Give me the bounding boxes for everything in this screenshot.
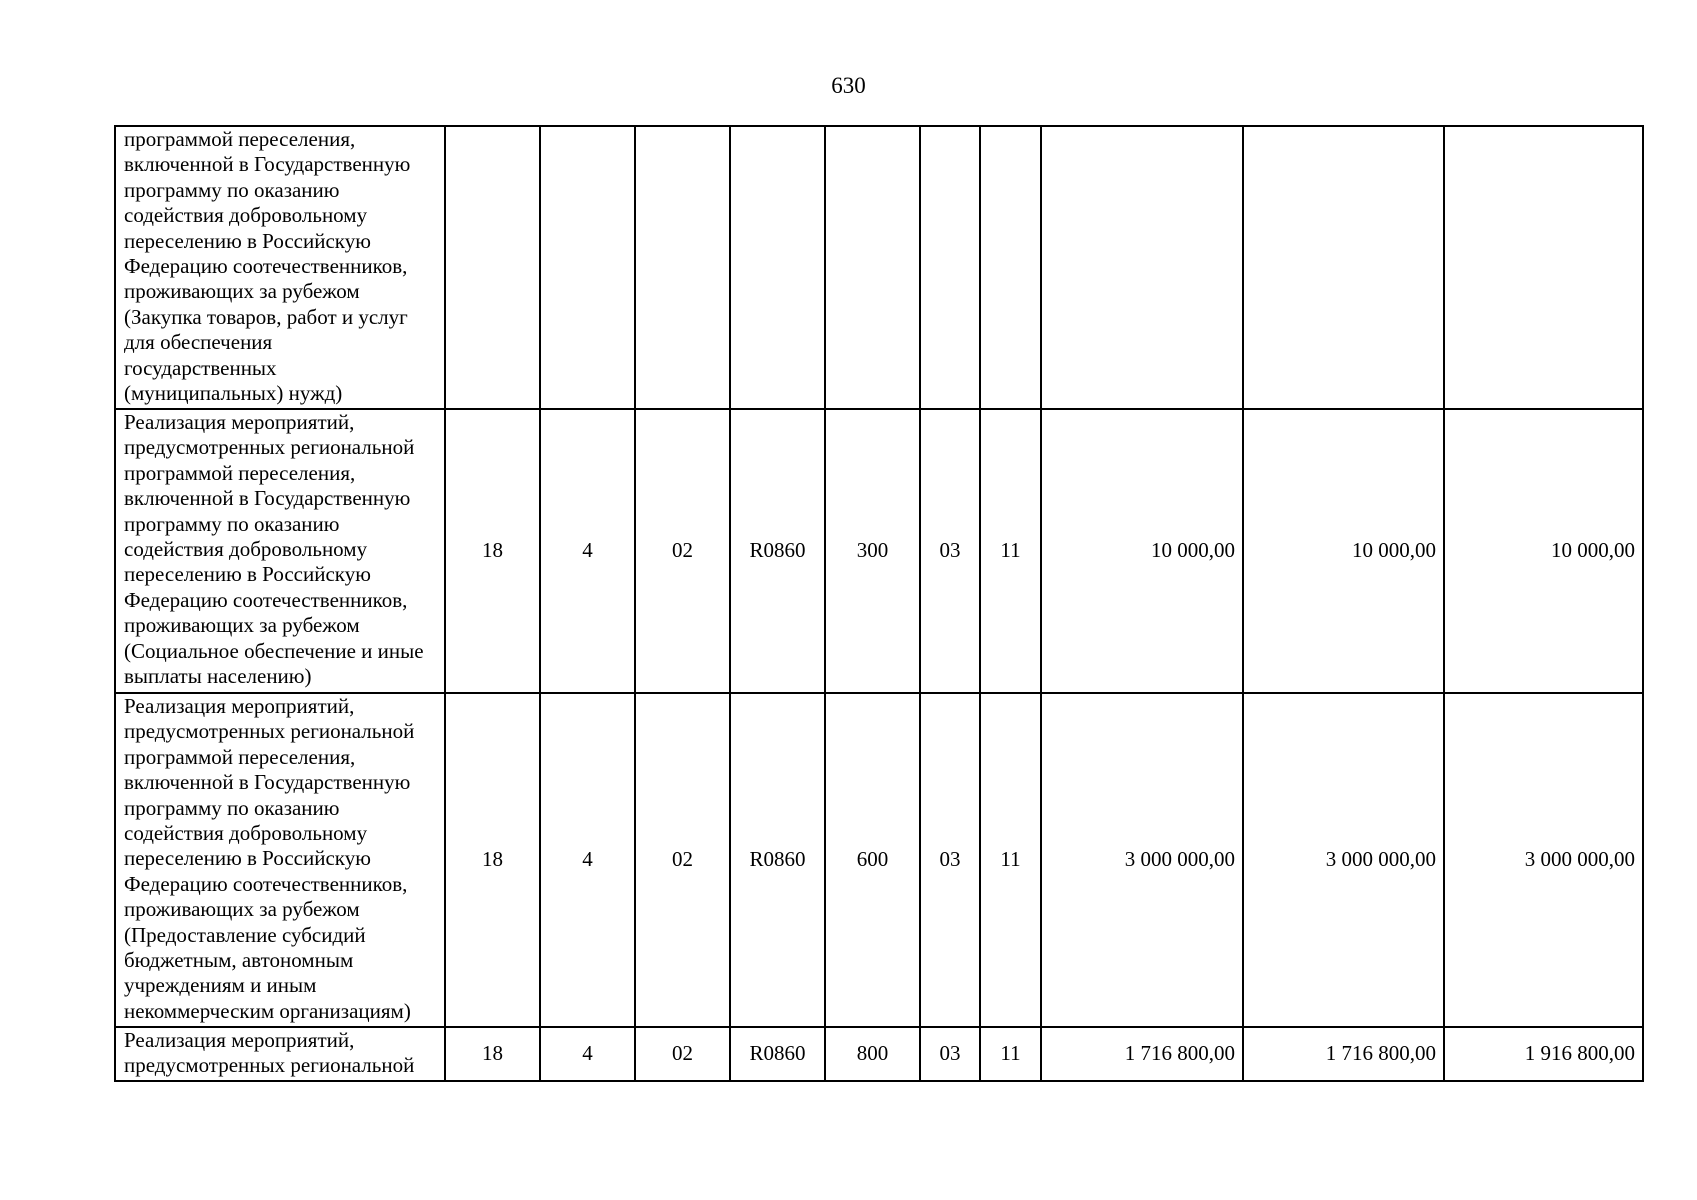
- cell-code-6: 03: [920, 409, 980, 693]
- row-description: Реализация мероприятий, предусмотренных региональной программой переселения, включенной в Государственную программу по оказанию содействия добровольному переселению в Российскую Федерацию соотечественников, проживающих за рубежом (Социальное обеспечение и иные выплаты населению): [115, 409, 445, 693]
- cell-code-7: 11: [980, 1027, 1041, 1081]
- cell-amount-2: 10 000,00: [1243, 409, 1444, 693]
- cell-code-5: 800: [825, 1027, 920, 1081]
- cell-code-7: 11: [980, 693, 1041, 1027]
- cell-code-4: R0860: [730, 1027, 825, 1081]
- table-row: [115, 693, 1643, 1027]
- cell-code-3: [635, 126, 730, 409]
- row-description: программой переселения, включенной в Государственную программу по оказанию содействия добровольному переселению в Российскую Федерацию соотечественников, проживающих за рубежом (Закупка товаров, работ и услуг для обеспечения государственных (муниципальных) нужд): [115, 126, 445, 409]
- cell-amount-3: [1444, 126, 1643, 409]
- cell-code-2: [540, 126, 635, 409]
- cell-code-4: [730, 126, 825, 409]
- cell-code-1: 18: [445, 693, 540, 1027]
- cell-amount-3: 3 000 000,00: [1444, 693, 1643, 1027]
- cell-code-1: [445, 126, 540, 409]
- cell-code-7: [980, 126, 1041, 409]
- cell-code-1: 18: [445, 1027, 540, 1081]
- cell-code-5: 300: [825, 409, 920, 693]
- cell-amount-2: 1 716 800,00: [1243, 1027, 1444, 1081]
- row-description: Реализация мероприятий, предусмотренных региональной программой переселения, включенной в Государственную программу по оказанию содействия добровольному переселению в Российскую Федерацию соотечественников, проживающих за рубежом (Предоставление субсидий бюджетным, автономным учреждениям и иным некоммерческим организациям): [115, 693, 445, 1027]
- cell-code-5: [825, 126, 920, 409]
- cell-code-3: 02: [635, 693, 730, 1027]
- cell-code-6: [920, 126, 980, 409]
- cell-amount-3: 1 916 800,00: [1444, 1027, 1643, 1081]
- cell-code-4: R0860: [730, 409, 825, 693]
- cell-code-5: 600: [825, 693, 920, 1027]
- row-description: Реализация мероприятий, предусмотренных региональной: [115, 1027, 445, 1081]
- page-number: 630: [831, 73, 866, 98]
- cell-code-7: 11: [980, 409, 1041, 693]
- cell-code-6: 03: [920, 1027, 980, 1081]
- cell-code-2: 4: [540, 409, 635, 693]
- cell-code-2: 4: [540, 1027, 635, 1081]
- budget-table: [114, 125, 1644, 1082]
- cell-code-4: R0860: [730, 693, 825, 1027]
- cell-code-3: 02: [635, 1027, 730, 1081]
- cell-code-3: 02: [635, 409, 730, 693]
- cell-amount-1: [1041, 126, 1243, 409]
- table-row: [115, 126, 1643, 409]
- table-row: [115, 1027, 1643, 1081]
- cell-code-6: 03: [920, 693, 980, 1027]
- cell-amount-3: 10 000,00: [1444, 409, 1643, 693]
- cell-code-2: 4: [540, 693, 635, 1027]
- cell-amount-2: [1243, 126, 1444, 409]
- table-row: [115, 409, 1643, 693]
- cell-amount-1: 3 000 000,00: [1041, 693, 1243, 1027]
- cell-code-1: 18: [445, 409, 540, 693]
- cell-amount-1: 1 716 800,00: [1041, 1027, 1243, 1081]
- cell-amount-1: 10 000,00: [1041, 409, 1243, 693]
- cell-amount-2: 3 000 000,00: [1243, 693, 1444, 1027]
